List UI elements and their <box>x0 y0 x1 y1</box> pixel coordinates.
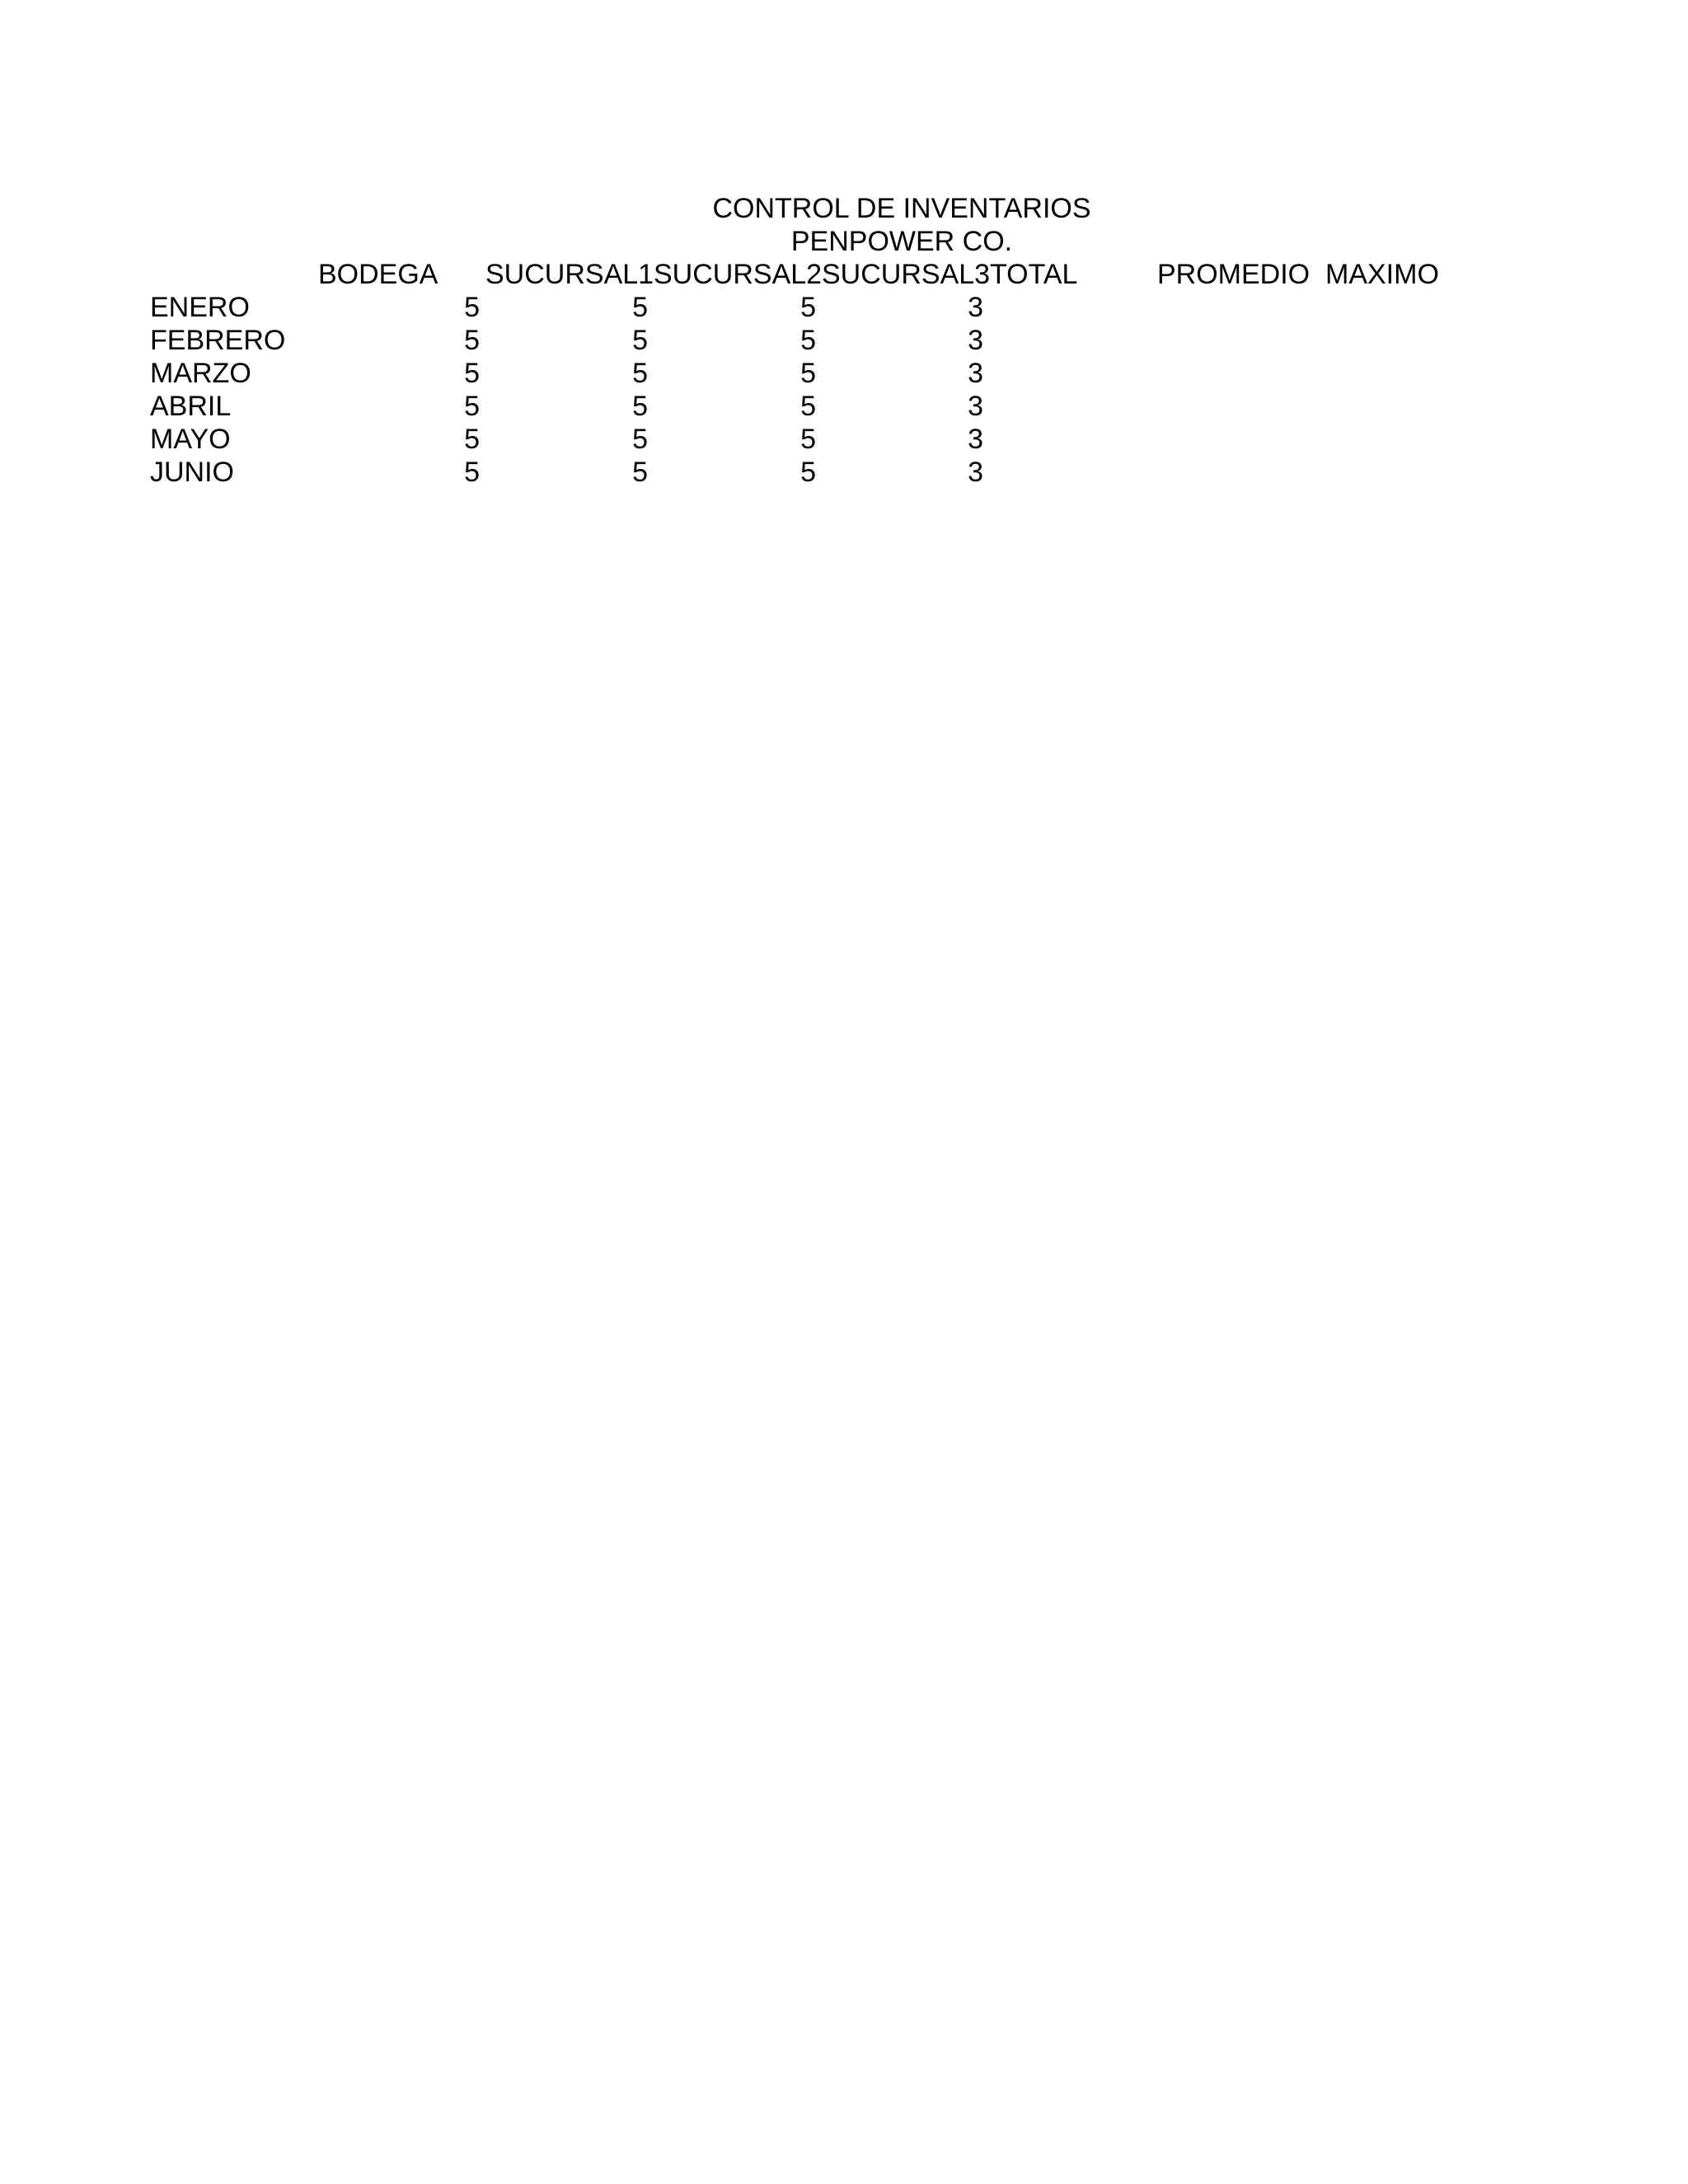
cell-value: 5 <box>464 358 480 389</box>
cell-value: 5 <box>632 391 648 422</box>
header-bodega: BODEGA <box>318 259 438 290</box>
cell-value: 5 <box>632 325 648 356</box>
cell-value: 5 <box>800 391 816 422</box>
header-sucursal2: SUCURSAL2 <box>654 259 823 290</box>
cell-value: 5 <box>464 391 480 422</box>
cell-value: 3 <box>968 424 983 455</box>
cell-value: 5 <box>800 292 816 323</box>
row-label: JUNIO <box>150 457 234 488</box>
cell-value: 5 <box>464 457 480 488</box>
sheet-title: CONTROL DE INVENTARIOS <box>712 193 1091 224</box>
cell-value: 3 <box>968 391 983 422</box>
cell-value: 5 <box>632 424 648 455</box>
cell-value: 5 <box>800 457 816 488</box>
sheet-subtitle: PENPOWER CO. <box>790 226 1013 257</box>
cell-value: 5 <box>800 358 816 389</box>
cell-value: 5 <box>632 457 648 488</box>
header-total: TOTAL <box>990 259 1078 290</box>
cell-value: 5 <box>632 292 648 323</box>
row-label: ABRIL <box>150 391 232 422</box>
cell-value: 5 <box>464 325 480 356</box>
cell-value: 3 <box>968 457 983 488</box>
row-label: ENERO <box>150 292 250 323</box>
cell-value: 3 <box>968 292 983 323</box>
header-promedio: PROMEDIO <box>1157 259 1311 290</box>
cell-value: 5 <box>464 424 480 455</box>
cell-value: 5 <box>800 325 816 356</box>
header-maximo: MAXIMO <box>1325 259 1439 290</box>
cell-value: 5 <box>464 292 480 323</box>
cell-value: 5 <box>632 358 648 389</box>
cell-value: 5 <box>800 424 816 455</box>
cell-value: 3 <box>968 358 983 389</box>
row-label: MARZO <box>150 358 251 389</box>
header-sucursal1: SUCURSAL1 <box>485 259 654 290</box>
row-label: MAYO <box>150 424 231 455</box>
cell-value: 3 <box>968 325 983 356</box>
header-sucursal3: SUCURSAL3 <box>822 259 991 290</box>
row-label: FEBRERO <box>150 325 286 356</box>
